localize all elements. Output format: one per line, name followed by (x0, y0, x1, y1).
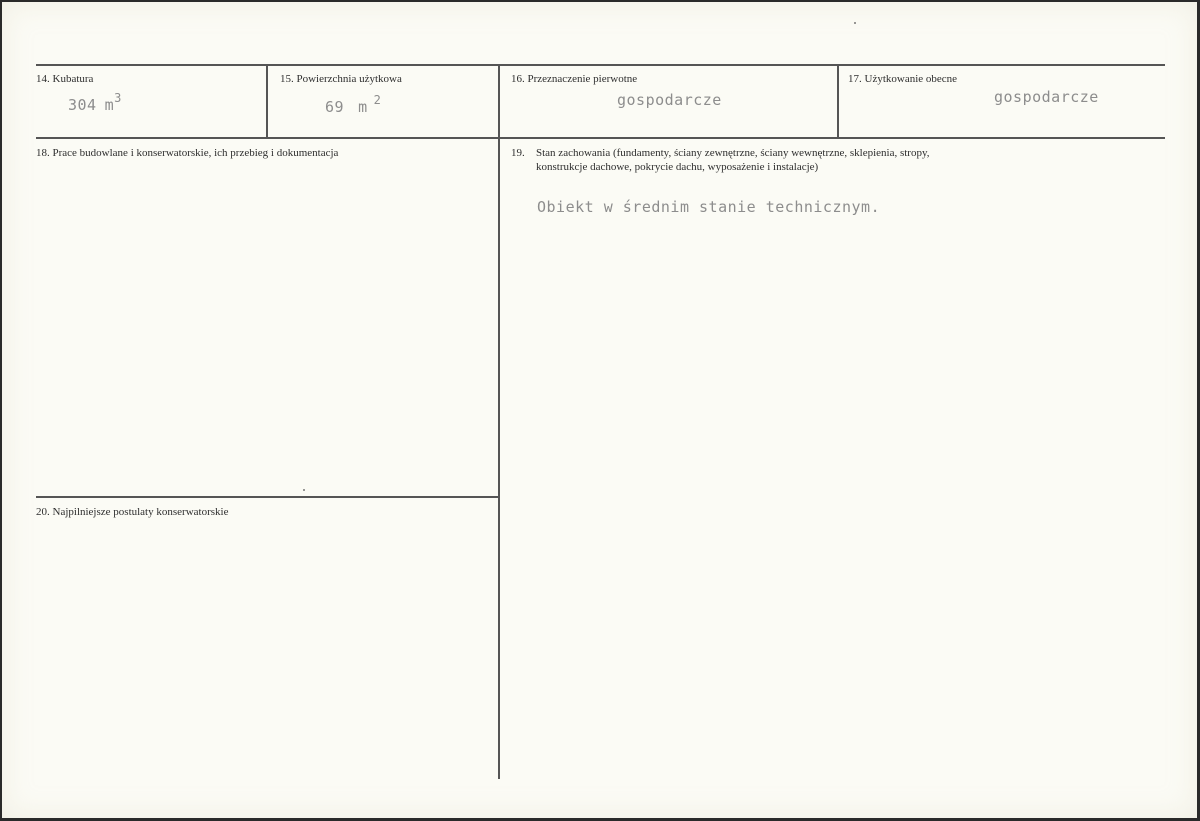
field-16-label: 16. Przeznaczenie pierwotne (511, 73, 638, 85)
paper-speck (854, 22, 856, 24)
field-15-unit: m (358, 98, 368, 116)
row-rule (36, 137, 1165, 139)
paper-speck (303, 489, 305, 491)
top-rule (36, 64, 1165, 66)
section-rule (36, 496, 498, 498)
field-19-value: Obiekt w średnim stanie technicznym. (537, 198, 881, 216)
field-14-value (68, 93, 122, 114)
field-17-label: 17. Użytkowanie obecne (848, 73, 958, 85)
divider-16-17 (837, 65, 839, 138)
field-15-label: 15. Powierzchnia użytkowa (280, 73, 402, 85)
field-14-unit: m (104, 96, 115, 114)
field-19-number: 19. (511, 147, 525, 159)
divider-main (498, 65, 500, 779)
divider-14-15 (266, 65, 268, 138)
field-15-value (325, 95, 381, 116)
field-18-label: 18. Prace budowlane i konserwatorskie, ich przebieg i dokumentacja (36, 147, 339, 159)
field-15-exponent: 2 (373, 93, 382, 107)
field-17-value: gospodarcze (994, 88, 1099, 106)
field-14-exponent: 3 (114, 91, 122, 105)
field-20-label: 20. Najpilniejsze postulaty konserwatorskie (36, 506, 229, 518)
record-card (2, 2, 1197, 818)
field-19-label-line2: konstrukcje dachowe, pokrycie dachu, wyposażenie i instalacje) (536, 161, 819, 173)
field-14-label: 14. Kubatura (36, 73, 94, 85)
field-14-number: 304 (68, 96, 97, 114)
field-16-value: gospodarcze (617, 91, 722, 109)
field-19-label-line1: Stan zachowania (fundamenty, ściany zewnętrzne, ściany wewnętrzne, sklepienia, stropy, (536, 147, 930, 159)
field-15-number: 69 (325, 98, 345, 116)
